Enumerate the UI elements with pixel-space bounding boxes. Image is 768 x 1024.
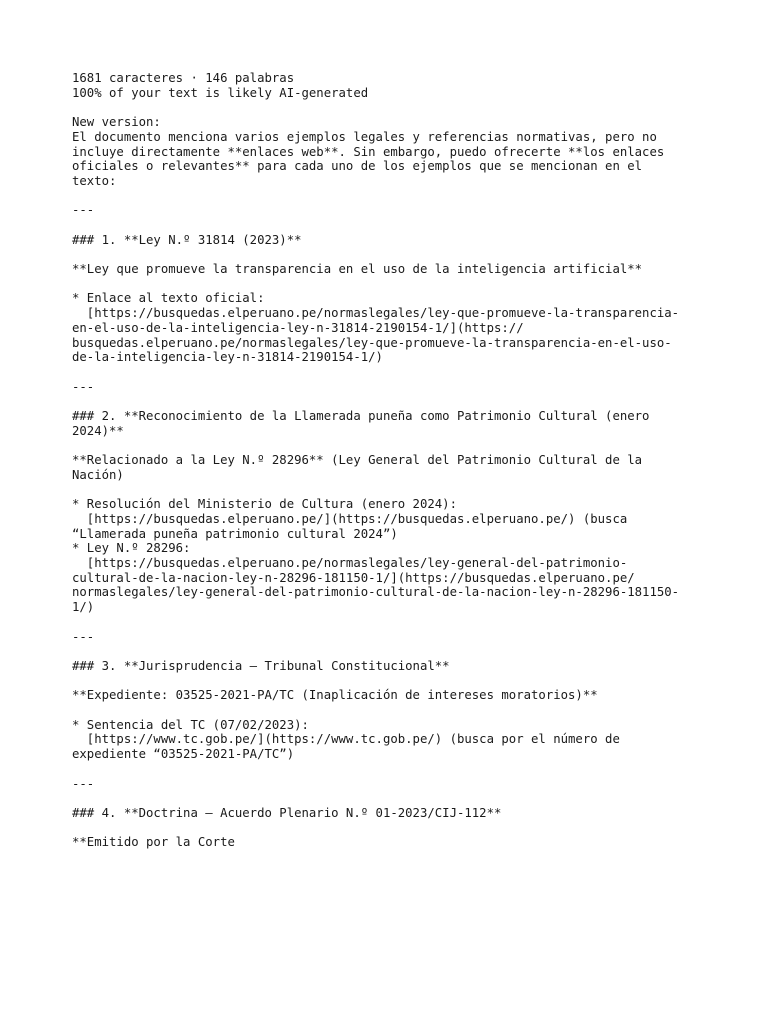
section-1-heading: ### 1. **Ley N.º 31814 (2023)** xyxy=(72,232,302,247)
separator: --- xyxy=(72,379,95,394)
section-2-link-line[interactable]: 1/) xyxy=(72,600,95,615)
new-version-label: New version: xyxy=(72,115,161,130)
blank-line xyxy=(72,762,702,777)
section-1-subtitle: **Ley que promueve la transparencia en el uso de la inteligencia artificial** xyxy=(72,262,643,277)
section-1-item-line: * Enlace al texto oficial: xyxy=(72,291,265,306)
section-2-item-line: “Llamerada puneña patrimonio cultural 2024”) xyxy=(72,526,398,541)
blank-line xyxy=(72,644,702,659)
intro-paragraph-line: texto: xyxy=(72,173,117,188)
section-2-item-line: * Ley N.º 28296: xyxy=(72,541,191,556)
section-1-link-line[interactable]: en-el-uso-de-la-inteligencia-ley-n-31814-2190154-1/](https:// xyxy=(72,320,524,335)
section-1-link-line[interactable]: [https://busquedas.elperuano.pe/normaslegales/ley-que-promueve-la-transparencia- xyxy=(72,306,680,321)
section-1-link-line[interactable]: de-la-inteligencia-ley-n-31814-2190154-1/) xyxy=(72,350,383,365)
section-3-item-line: expediente “03525-2021-PA/TC”) xyxy=(72,747,295,762)
section-3-item-line: * Sentencia del TC (07/02/2023): xyxy=(72,717,309,732)
blank-line xyxy=(72,277,702,292)
intro-paragraph-line: El documento menciona varios ejemplos legales y referencias normativas, pero no xyxy=(72,129,657,144)
blank-line xyxy=(72,438,702,453)
blank-line xyxy=(72,703,702,718)
section-4-subtitle: **Emitido por la Corte xyxy=(72,835,235,850)
document-body xyxy=(72,71,702,850)
section-2-heading: ### 2. **Reconocimiento de la Llamerada puneña como Patrimonio Cultural (enero xyxy=(72,409,650,424)
blank-line xyxy=(72,189,702,204)
section-2-subtitle: Nación) xyxy=(72,467,124,482)
section-3-link-line[interactable]: [https://www.tc.gob.pe/](https://www.tc.gob.pe/) (busca por el número de xyxy=(72,732,620,747)
separator: --- xyxy=(72,629,95,644)
section-2-link-line[interactable]: [https://busquedas.elperuano.pe/](https://busquedas.elperuano.pe/) (busca xyxy=(72,511,628,526)
separator: --- xyxy=(72,776,95,791)
blank-line xyxy=(72,247,702,262)
blank-line xyxy=(72,100,702,115)
char-word-count: 1681 caracteres · 146 palabras xyxy=(72,71,295,85)
section-2-heading: 2024)** xyxy=(72,423,124,438)
blank-line xyxy=(72,791,702,806)
section-4-heading: ### 4. **Doctrina – Acuerdo Plenario N.º 01-2023/CIJ-112** xyxy=(72,805,502,820)
separator: --- xyxy=(72,203,95,218)
blank-line xyxy=(72,821,702,836)
blank-line xyxy=(72,218,702,233)
blank-line xyxy=(72,365,702,380)
section-2-link-line[interactable]: normaslegales/ley-general-del-patrimonio-cultural-de-la-nacion-ley-n-28296-181150- xyxy=(72,585,680,600)
blank-line xyxy=(72,615,702,630)
section-3-subtitle: **Expediente: 03525-2021-PA/TC (Inaplicación de intereses moratorios)** xyxy=(72,688,598,703)
section-2-item-line: * Resolución del Ministerio de Cultura (enero 2024): xyxy=(72,497,457,512)
section-3-heading: ### 3. **Jurisprudencia – Tribunal Constitucional** xyxy=(72,658,450,673)
blank-line xyxy=(72,674,702,689)
blank-line xyxy=(72,483,702,498)
intro-paragraph-line: incluye directamente **enlaces web**. Sin embargo, puedo ofrecerte **los enlaces xyxy=(72,144,665,159)
section-1-link-line[interactable]: busquedas.elperuano.pe/normaslegales/ley-que-promueve-la-transparencia-en-el-uso- xyxy=(72,335,672,350)
section-2-link-line[interactable]: [https://busquedas.elperuano.pe/normaslegales/ley-general-del-patrimonio- xyxy=(72,556,628,571)
intro-paragraph-line: oficiales o relevantes** para cada uno de los ejemplos que se mencionan en el xyxy=(72,159,643,174)
section-2-link-line[interactable]: cultural-de-la-nacion-ley-n-28296-181150-1/](https://busquedas.elperuano.pe/ xyxy=(72,570,635,585)
section-2-subtitle: **Relacionado a la Ley N.º 28296** (Ley General del Patrimonio Cultural de la xyxy=(72,453,643,468)
ai-detection-result: 100% of your text is likely AI-generated xyxy=(72,85,369,100)
blank-line xyxy=(72,394,702,409)
